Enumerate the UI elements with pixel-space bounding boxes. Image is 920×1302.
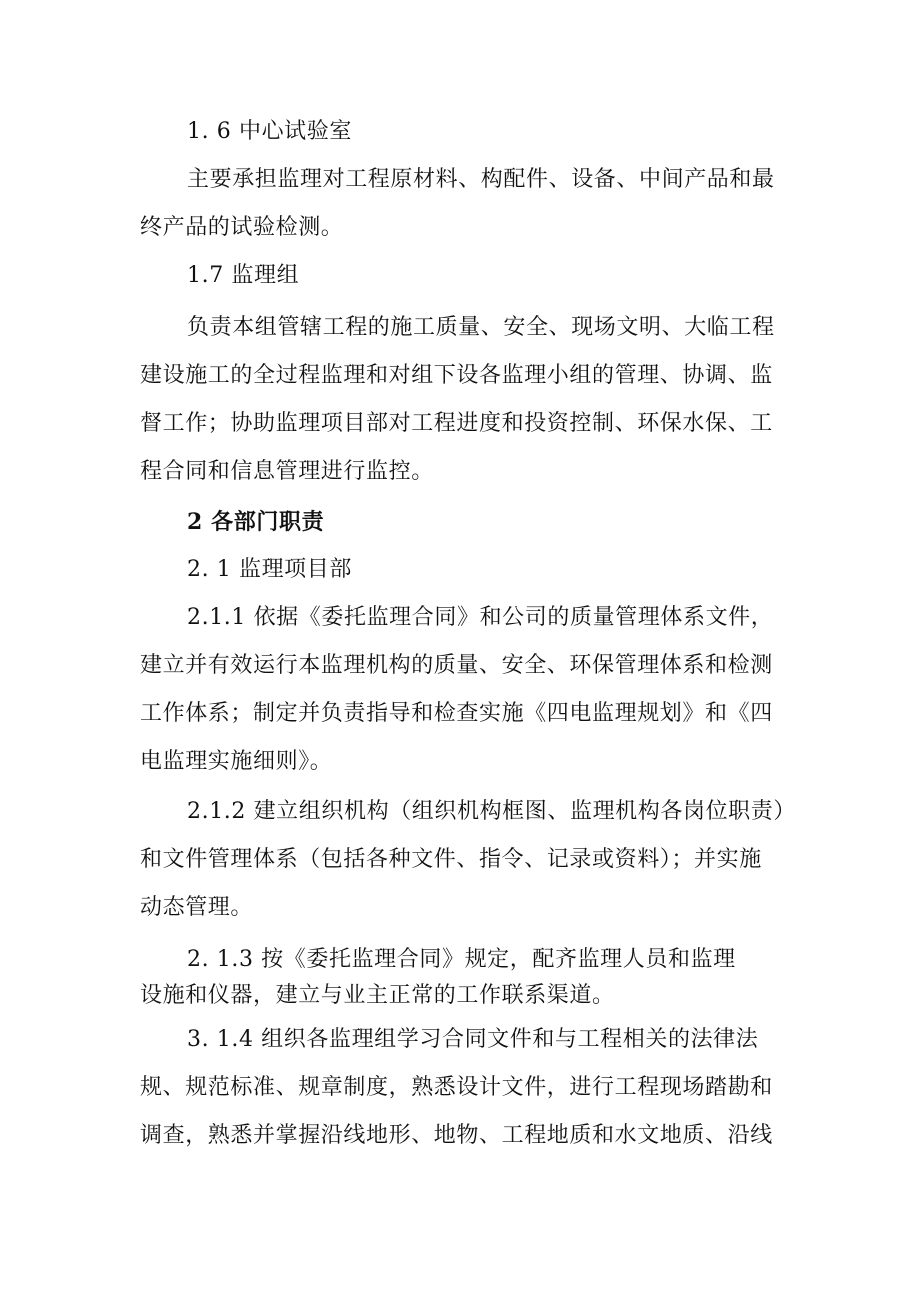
paragraph-line: 3. 1.4 组织各监理组学习合同文件和与工程相关的法律法 bbox=[187, 1027, 759, 1052]
paragraph-line: 2.1.2 建立组织机构（组织机构框图、监理机构各岗位职责） bbox=[187, 799, 796, 824]
paragraph-line: 工作体系；制定并负责指导和检查实施《四电监理规划》和《四 bbox=[140, 701, 773, 726]
paragraph-line: 建立并有效运行本监理机构的质量、安全、环保管理体系和检测 bbox=[140, 653, 773, 678]
paragraph-line: 调查，熟悉并掌握沿线地形、地物、工程地质和水文地质、沿线 bbox=[140, 1123, 773, 1148]
heading-1-6-central-lab: 1. 6 中心试验室 bbox=[187, 119, 352, 144]
section-heading-2: 2 各部门职责 bbox=[187, 509, 325, 535]
heading-2-1-project-dept: 2. 1 监理项目部 bbox=[187, 557, 352, 582]
paragraph-line: 2. 1.3 按《委托监理合同》规定，配齐监理人员和监理 bbox=[187, 947, 736, 972]
paragraph-line: 2.1.1 依据《委托监理合同》和公司的质量管理体系文件， bbox=[187, 605, 774, 630]
heading-1-7-supervision-group: 1.7 监理组 bbox=[187, 263, 300, 288]
paragraph-line: 动态管理。 bbox=[140, 895, 254, 920]
paragraph-line: 主要承担监理对工程原材料、构配件、设备、中间产品和最 bbox=[187, 167, 775, 192]
paragraph-line: 负责本组管辖工程的施工质量、安全、现场文明、大临工程 bbox=[187, 315, 775, 340]
paragraph-line: 督工作；协助监理项目部对工程进度和投资控制、环保水保、工 bbox=[140, 411, 773, 436]
paragraph-line: 和文件管理体系（包括各种文件、指令、记录或资料）；并实施 bbox=[140, 847, 762, 872]
paragraph-line: 程合同和信息管理进行监控。 bbox=[140, 459, 434, 484]
paragraph-line: 电监理实施细则》。 bbox=[140, 749, 333, 774]
paragraph-line: 规、规范标准、规章制度，熟悉设计文件，进行工程现场踏勘和 bbox=[140, 1075, 773, 1100]
paragraph-line: 建设施工的全过程监理和对组下设各监理小组的管理、协调、监 bbox=[140, 363, 773, 388]
paragraph-line: 终产品的试验检测。 bbox=[140, 215, 344, 240]
paragraph-line: 设施和仪器，建立与业主正常的工作联系渠道。 bbox=[140, 983, 615, 1008]
